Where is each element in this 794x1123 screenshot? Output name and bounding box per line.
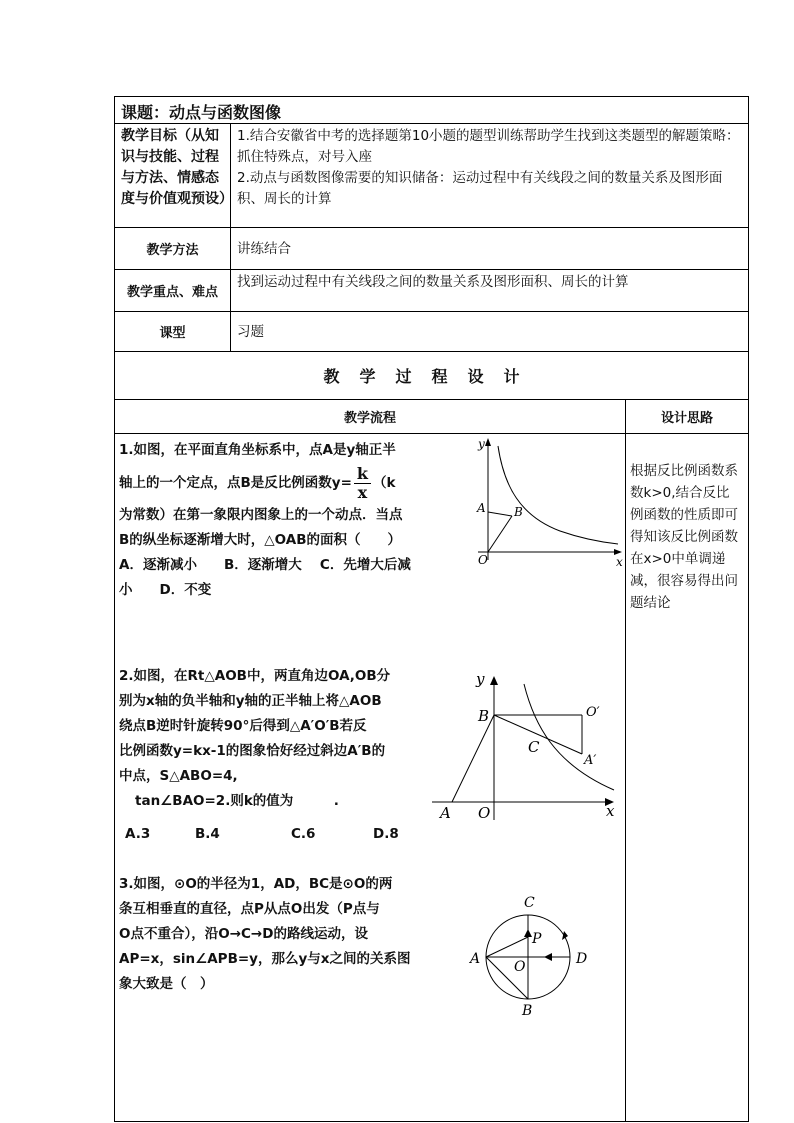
- fig3-label-a: A: [470, 951, 481, 967]
- goals-label: 教学目标（从知识与技能、过程与方法、情感态度与价值观预设）: [115, 124, 231, 228]
- col-header-flow: 教学流程: [115, 400, 626, 434]
- fig3-arrow-left-icon: [544, 953, 552, 961]
- fig2-label-c: C: [528, 738, 540, 756]
- q1-line-5: A．逐渐减小 B．逐渐增大 C．先增大后减: [119, 557, 411, 573]
- fig3-label-c: C: [524, 895, 535, 911]
- fig2-label-a: A: [440, 804, 451, 822]
- q1-line-1: 1.如图，在平面直角坐标系中，点A是y轴正半: [119, 442, 396, 458]
- fig2-label-y: y: [476, 670, 485, 688]
- fig1-label-o: O: [478, 553, 488, 567]
- q2-option-a: A.3: [125, 826, 151, 842]
- lesson-title: 课题：动点与函数图像: [115, 97, 749, 124]
- fig1-label-x: x: [616, 555, 623, 568]
- fig3-arrow-arc-icon: [562, 931, 568, 940]
- q2-line-3: 绕点B逆时针旋转90°后得到△A′O′B若反: [119, 718, 367, 734]
- q3-line-4: AP=x，sin∠APB=y，那么y与x之间的关系图: [119, 951, 411, 967]
- q1-line-2b: （k: [373, 475, 396, 491]
- fig1-label-b: B: [514, 505, 523, 519]
- fraction-numerator: k: [354, 465, 371, 484]
- q2-line-2: 别为x轴的负半轴和y轴的正半轴上将△AOB: [119, 693, 382, 709]
- fig1-hyperbola: [498, 446, 618, 544]
- fig1-segment-ob: [488, 516, 512, 552]
- q2-options: [119, 822, 429, 847]
- q1-line-2: [119, 463, 459, 503]
- q3-line-3: O点不重合），沿O→C→D的路线运动，设: [119, 926, 368, 942]
- type-value: 习题: [231, 312, 749, 352]
- fig3-label-d: D: [576, 951, 588, 967]
- q3-line-2: 条互相垂直的直径，点P从点O出发（P点与: [119, 901, 380, 917]
- section-title: 教学过程设计: [115, 352, 749, 400]
- fig3-label-p: P: [532, 931, 542, 947]
- fig3-label-o: O: [514, 959, 526, 975]
- q1-line-4: B的纵坐标逐渐增大时，△OAB的面积（ ）: [119, 532, 402, 548]
- q2-option-b: B.4: [195, 826, 220, 842]
- fig2-label-ap: A′: [584, 753, 597, 768]
- fig3-arrow-up-icon: [524, 929, 532, 937]
- question-2: [119, 664, 429, 847]
- question-1: [119, 438, 459, 603]
- fig1-label-y: y: [478, 437, 485, 451]
- q2-line-1: 2.如图，在Rt△AOB中，两直角边OA,OB分: [119, 668, 391, 684]
- fig2-label-op: O′: [586, 705, 600, 720]
- q3-line-5: 象大致是（ ）: [119, 976, 214, 992]
- focus-value: 找到运动过程中有关线段之间的数量关系及图形面积、周长的计算: [231, 270, 749, 312]
- goal-1: 1.结合安徽省中考的选择题第10小题的题型训练帮助学生找到这类题型的解题策略：抓住特殊点，对号入座: [237, 128, 740, 165]
- q1-line-3: 为常数）在第一象限内图象上的一个动点．当点: [119, 507, 403, 523]
- fig1-label-a: A: [477, 501, 486, 515]
- fig1-y-arrow-icon: [485, 438, 491, 446]
- q2-option-c: C.6: [291, 826, 316, 842]
- fig2-hyperbola: [524, 684, 614, 790]
- fig1-segment-ab: [488, 512, 512, 516]
- q2-line-4: 比例函数y=kx-1的图象恰好经过斜边A′B的: [119, 743, 386, 759]
- fig2-label-b: B: [478, 707, 490, 725]
- q1-line-2a: 轴上的一个定点，点B是反比例函数y=: [119, 475, 352, 491]
- col-header-idea: 设计思路: [626, 400, 749, 434]
- design-idea-text: 根据反比例函数系数k>0,结合反比例函数的性质即可得知该反比例函数在x>0中单调递减，很容易得出问题结论: [630, 463, 738, 611]
- fraction-denominator: x: [357, 482, 368, 502]
- q2-figure: [424, 664, 624, 824]
- q1-line-6: 小 D．不变: [119, 582, 212, 598]
- fig3-label-b: B: [522, 1003, 533, 1019]
- type-label: 课型: [115, 312, 231, 352]
- q2-line-5: 中点，S△ABO=4,: [119, 768, 238, 784]
- method-label: 教学方法: [115, 228, 231, 270]
- fig2-segment-ab: [452, 715, 494, 802]
- fig2-y-arrow-icon: [490, 676, 498, 685]
- fig2-label-x: x: [606, 802, 615, 820]
- fig3-segment-ap: [486, 937, 528, 957]
- q2-option-d: D.8: [373, 826, 399, 842]
- method-value: 讲练结合: [231, 228, 749, 270]
- q1-figure: [460, 436, 625, 568]
- q3-figure: [460, 885, 610, 1025]
- focus-label: 教学重点、难点: [115, 270, 231, 312]
- q1-fraction: [354, 465, 371, 502]
- question-3: [119, 872, 439, 997]
- q2-line-6: tan∠BAO=2.则k的值为 .: [135, 793, 339, 809]
- fig2-label-o: O: [478, 804, 491, 822]
- q3-line-1: 3.如图，⊙O的半径为1，AD，BC是⊙O的两: [119, 876, 393, 892]
- goals-value: [231, 124, 749, 228]
- goal-2: 2.动点与函数图像需要的知识储备：运动过程中有关线段之间的数量关系及图形面积、周长的计算: [237, 170, 723, 207]
